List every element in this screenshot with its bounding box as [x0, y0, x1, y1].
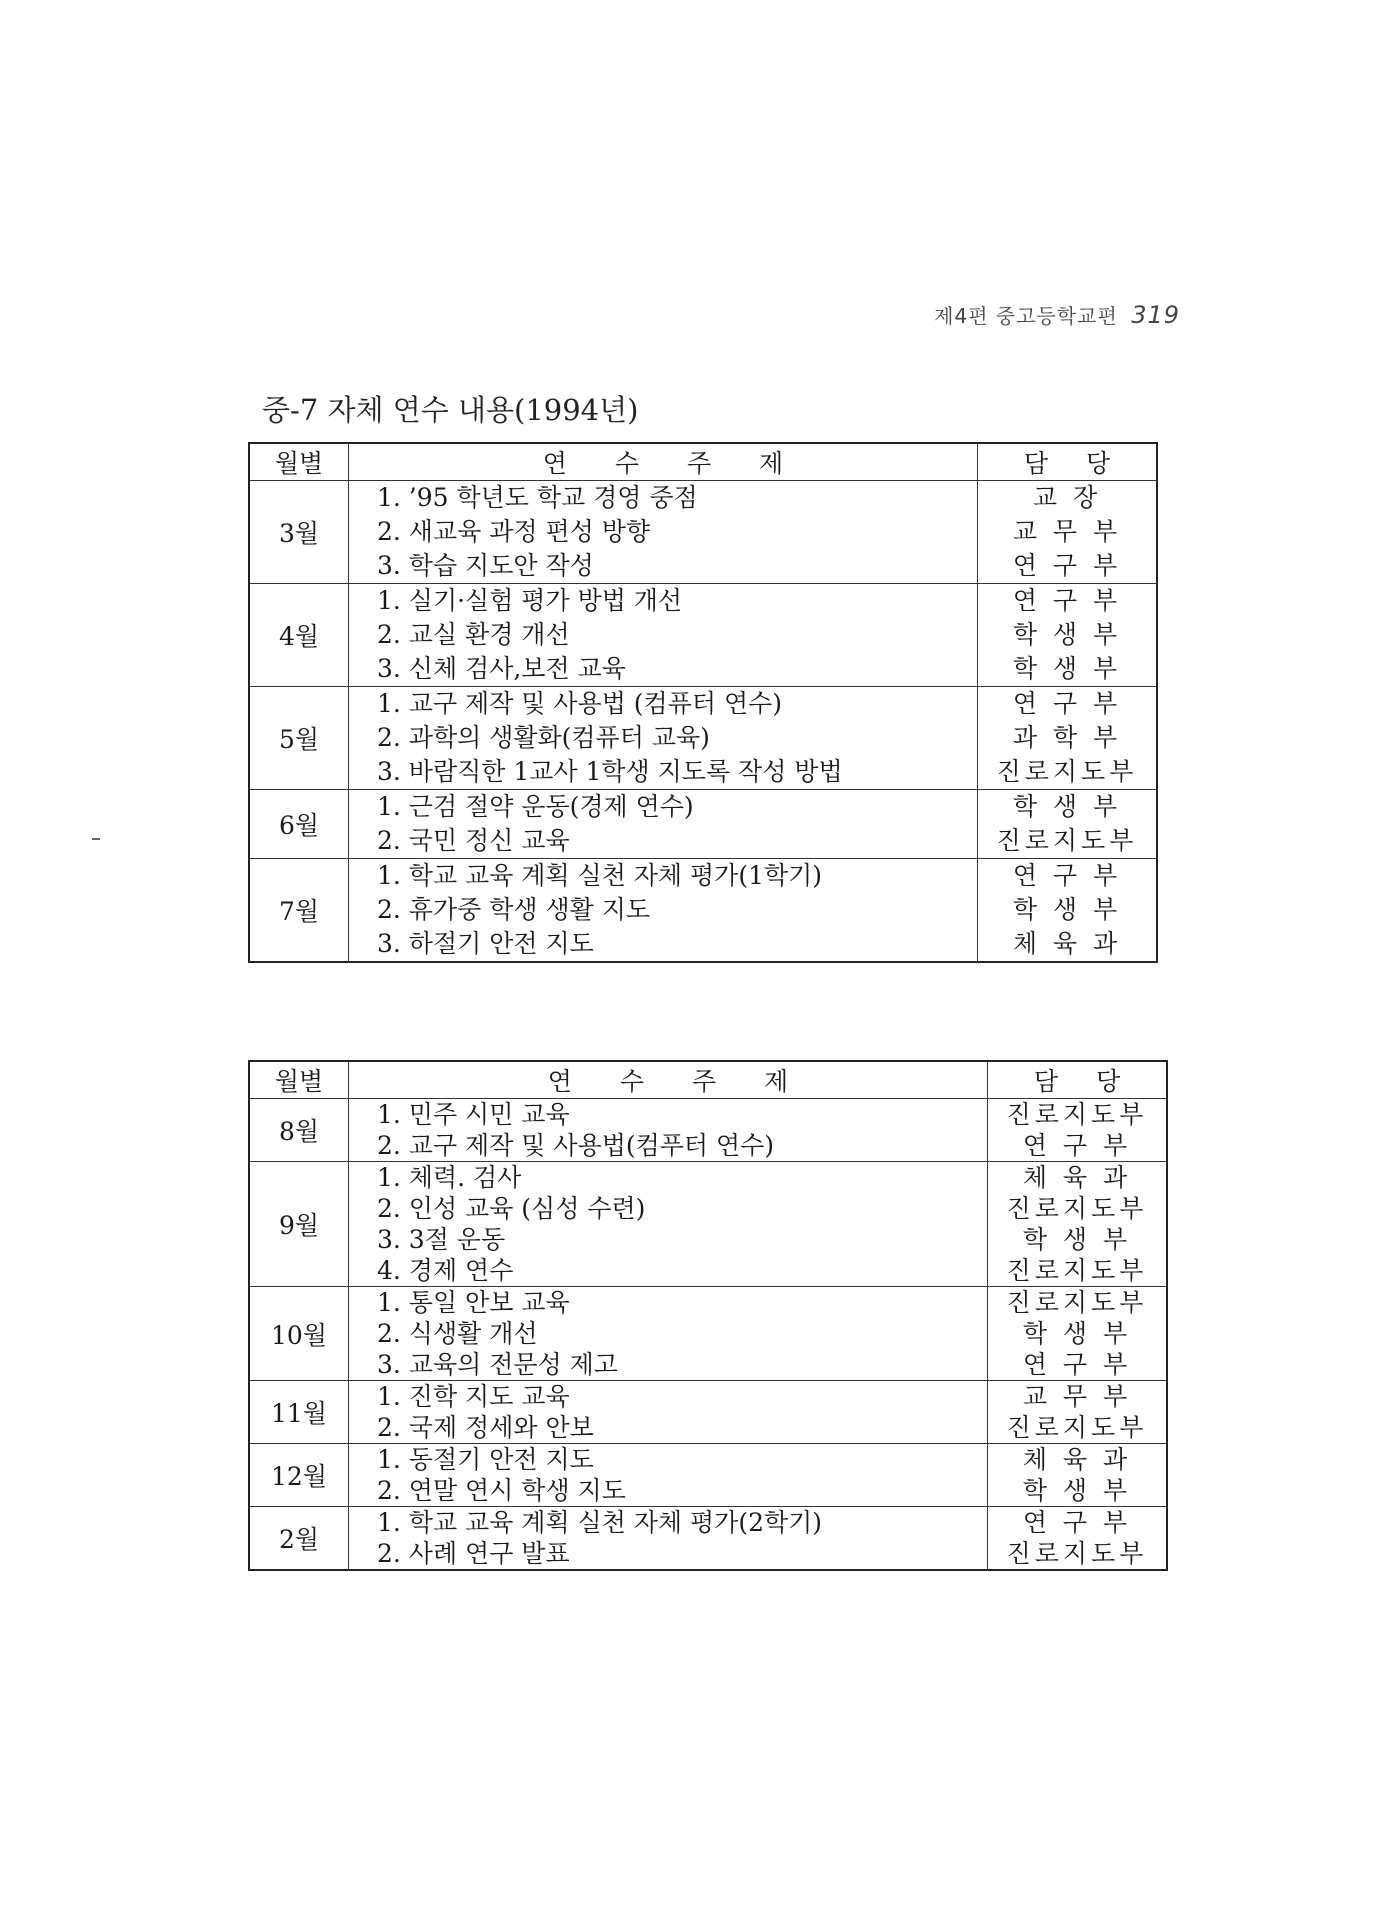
- owner-item: 체 육 과: [1022, 1445, 1132, 1474]
- topic-item: 1. 진학 지도 교육: [377, 1382, 570, 1411]
- header-row: [249, 443, 1157, 481]
- month-cell: 5월: [249, 687, 349, 790]
- owner-cell: [978, 584, 1158, 687]
- topic-item: 2. 교실 환경 개선: [377, 620, 570, 649]
- topic-item: 1. 학교 교육 계획 실천 자체 평가(1학기): [377, 861, 823, 890]
- header-month: 월별: [249, 1061, 349, 1099]
- owner-item: 연 구 부: [1012, 586, 1122, 615]
- topic-item: 2. 국민 정신 교육: [377, 826, 570, 855]
- month-cell: 2월: [249, 1507, 349, 1571]
- topic-cell: [349, 1507, 988, 1571]
- owner-item: 교 장: [1032, 483, 1102, 512]
- header-owner: 담 당: [978, 443, 1158, 481]
- owner-item: 연 구 부: [1022, 1131, 1132, 1160]
- topic-cell: [349, 1444, 988, 1507]
- topic-item: 1. 교구 제작 및 사용법 (컴퓨터 연수): [377, 689, 782, 718]
- topic-item: 1. 근검 절약 운동(경제 연수): [377, 792, 694, 821]
- topic-cell: [349, 584, 978, 687]
- owner-item: 진로지도부: [1006, 1194, 1148, 1223]
- topic-item: 1. 체력. 검사: [377, 1163, 522, 1192]
- header-topic: 연 수 주 제: [349, 443, 978, 481]
- topic-item: 3. 신체 검사,보전 교육: [377, 654, 626, 683]
- owner-cell: [978, 790, 1158, 859]
- topic-item: 2. 국제 정세와 안보: [377, 1413, 594, 1442]
- topic-item: 2. 교구 제작 및 사용법(컴푸터 연수): [377, 1131, 775, 1160]
- table-body-2: [249, 1099, 1167, 1571]
- owner-item: 학 생 부: [1022, 1319, 1132, 1348]
- table-row: [249, 1099, 1167, 1162]
- topic-item: 1. ’95 학년도 학교 경영 중점: [377, 483, 698, 512]
- stray-mark: [92, 838, 100, 840]
- table-title: 중-7 자체 연수 내용(1994년): [262, 393, 639, 427]
- owner-cell: [978, 859, 1158, 963]
- topic-item: 2. 과학의 생활화(컴퓨터 교육): [377, 723, 710, 752]
- topic-item: 3. 3절 운동: [377, 1225, 506, 1254]
- month-cell: 8월: [249, 1099, 349, 1162]
- topic-item: 2. 식생활 개선: [377, 1319, 538, 1348]
- table-row: [249, 1162, 1167, 1287]
- topic-item: 2. 인성 교육 (심성 수련): [377, 1194, 646, 1223]
- owner-item: 교 무 부: [1022, 1382, 1132, 1411]
- table-row: [249, 859, 1157, 963]
- header-month: 월별: [249, 443, 349, 481]
- owner-item: 진로지도부: [1006, 1256, 1148, 1285]
- table-row: [249, 1287, 1167, 1381]
- topic-cell: [349, 859, 978, 963]
- owner-cell: [988, 1444, 1168, 1507]
- topic-item: 3. 바람직한 1교사 1학생 지도록 작성 방법: [377, 757, 843, 786]
- topic-item: 1. 실기·실험 평가 방법 개선: [377, 586, 683, 615]
- owner-item: 진로지도부: [996, 826, 1138, 855]
- owner-item: 체 육 과: [1012, 929, 1122, 958]
- owner-item: 과 학 부: [1012, 723, 1122, 752]
- owner-item: 연 구 부: [1012, 551, 1122, 580]
- owner-cell: [988, 1381, 1168, 1444]
- training-table-1: [248, 442, 1158, 963]
- page-number: 319: [1131, 301, 1180, 329]
- training-table-2: [248, 1060, 1168, 1571]
- topic-cell: [349, 1162, 988, 1287]
- table-row: [249, 687, 1157, 790]
- table-row: [249, 481, 1157, 584]
- topic-cell: [349, 687, 978, 790]
- owner-cell: [978, 481, 1158, 584]
- owner-item: 학 생 부: [1012, 895, 1122, 924]
- table-row: [249, 1381, 1167, 1444]
- month-cell: 10월: [249, 1287, 349, 1381]
- topic-cell: [349, 1381, 988, 1444]
- topic-item: 1. 동절기 안전 지도: [377, 1445, 594, 1474]
- owner-item: 학 생 부: [1012, 620, 1122, 649]
- month-cell: 9월: [249, 1162, 349, 1287]
- owner-item: 학 생 부: [1012, 654, 1122, 683]
- owner-item: 체 육 과: [1022, 1163, 1132, 1192]
- header-owner: 담 당: [988, 1061, 1168, 1099]
- table-row: [249, 1444, 1167, 1507]
- month-cell: 3월: [249, 481, 349, 584]
- page-header: [900, 300, 1180, 329]
- month-cell: 7월: [249, 859, 349, 963]
- topic-item: 4. 경제 연수: [377, 1256, 514, 1285]
- owner-cell: [978, 687, 1158, 790]
- owner-item: 진로지도부: [1006, 1413, 1148, 1442]
- owner-cell: [988, 1162, 1168, 1287]
- topic-item: 1. 민주 시민 교육: [377, 1100, 570, 1129]
- topic-cell: [349, 1099, 988, 1162]
- topic-item: 2. 휴가중 학생 생활 지도: [377, 895, 650, 924]
- topic-item: 2. 사례 연구 발표: [377, 1539, 570, 1568]
- owner-cell: [988, 1507, 1168, 1571]
- owner-item: 학 생 부: [1022, 1476, 1132, 1505]
- month-cell: 6월: [249, 790, 349, 859]
- owner-item: 연 구 부: [1012, 861, 1122, 890]
- topic-cell: [349, 481, 978, 584]
- owner-item: 교 무 부: [1012, 517, 1122, 546]
- header-topic: 연 수 주 제: [349, 1061, 988, 1099]
- month-cell: 11월: [249, 1381, 349, 1444]
- topic-item: 2. 새교육 과정 편성 방향: [377, 517, 650, 546]
- topic-item: 1. 통일 안보 교육: [377, 1288, 570, 1317]
- topic-item: 3. 학습 지도안 작성: [377, 551, 594, 580]
- month-cell: 12월: [249, 1444, 349, 1507]
- topic-cell: [349, 790, 978, 859]
- table-row: [249, 1507, 1167, 1571]
- owner-item: 진로지도부: [996, 757, 1138, 786]
- owner-cell: [988, 1287, 1168, 1381]
- owner-item: 진로지도부: [1006, 1288, 1148, 1317]
- topic-item: 2. 연말 연시 학생 지도: [377, 1476, 626, 1505]
- month-cell: 4월: [249, 584, 349, 687]
- table-row: [249, 790, 1157, 859]
- owner-item: 연 구 부: [1022, 1350, 1132, 1379]
- topic-item: 3. 교육의 전문성 제고: [377, 1350, 618, 1379]
- section-title: 제4편 중고등학교편: [934, 304, 1118, 328]
- owner-item: 연 구 부: [1012, 689, 1122, 718]
- owner-item: 학 생 부: [1012, 792, 1122, 821]
- owner-cell: [988, 1099, 1168, 1162]
- owner-item: 진로지도부: [1006, 1100, 1148, 1129]
- table-row: [249, 584, 1157, 687]
- owner-item: 진로지도부: [1006, 1539, 1148, 1568]
- table-body-1: [249, 481, 1157, 963]
- owner-item: 연 구 부: [1022, 1508, 1132, 1537]
- owner-item: 학 생 부: [1022, 1225, 1132, 1254]
- topic-cell: [349, 1287, 988, 1381]
- topic-item: 1. 학교 교육 계획 실천 자체 평가(2학기): [377, 1508, 823, 1537]
- header-row: [249, 1061, 1167, 1099]
- topic-item: 3. 하절기 안전 지도: [377, 929, 594, 958]
